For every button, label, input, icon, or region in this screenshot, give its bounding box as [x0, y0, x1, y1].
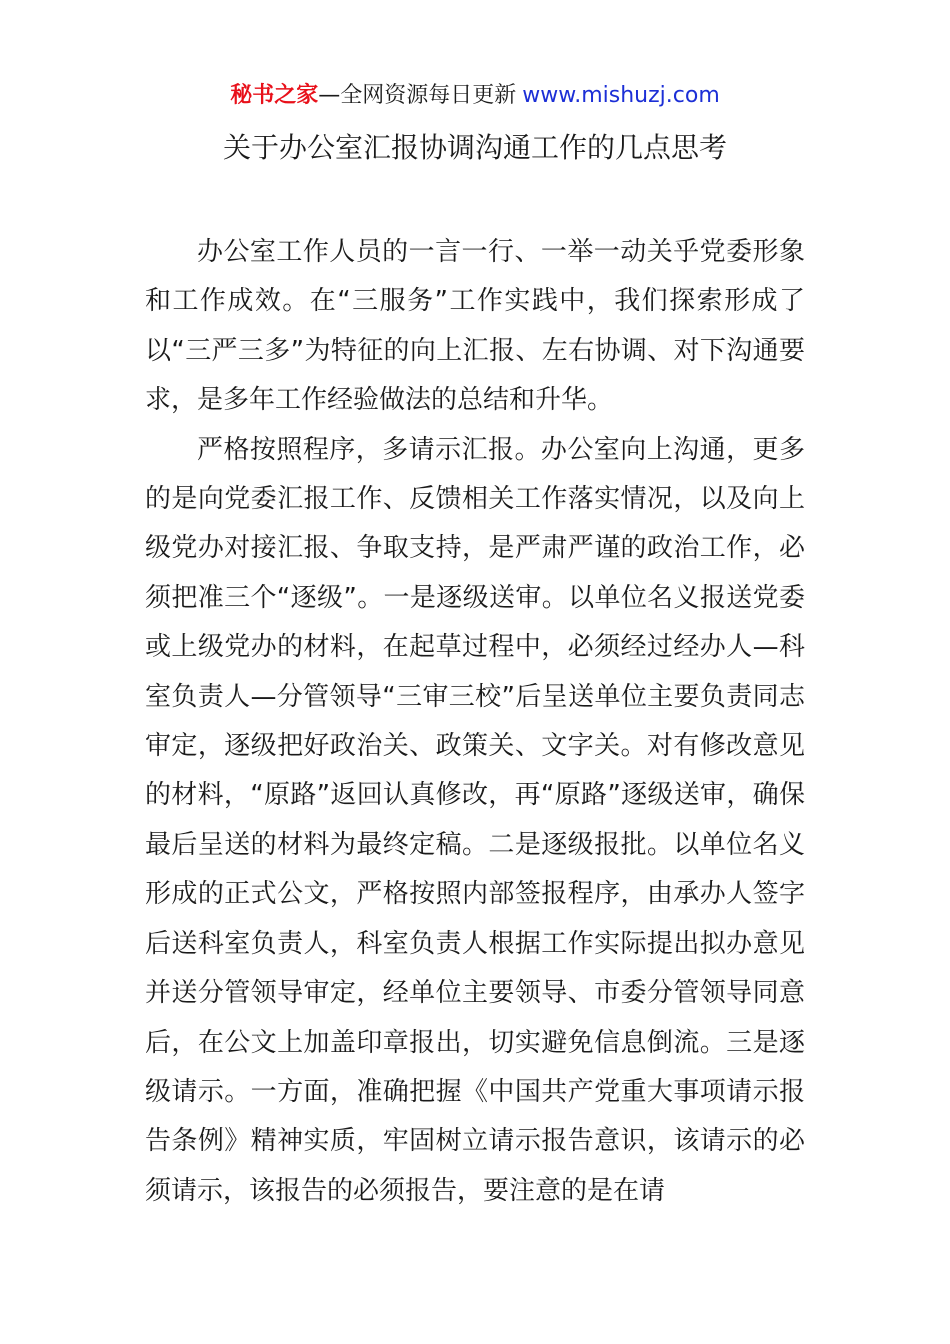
- document-body: [145, 228, 805, 1216]
- header-tagline: —全网资源每日更新: [318, 83, 517, 108]
- brand-name: 秘书之家: [230, 83, 319, 108]
- site-header: [0, 80, 950, 112]
- paragraph-intro: 办公室工作人员的一言一行、一举一动关乎党委形象和工作成效。在“三服务”工作实践中，我们探索形成了以“三严三多”为特征的向上汇报、左右协调、对下沟通要求，是多年工作经验做法的总结和升华。: [145, 237, 805, 416]
- paragraph-reporting: 严格按照程序，多请示汇报。办公室向上沟通，更多的是向党委汇报工作、反馈相关工作落实情况，以及向上级党办对接汇报、争取支持，是严肃严谨的政治工作，必须把准三个“逐级”。一是逐级送审。以单位名义报送党委或上级党办的材料，在起草过程中，必须经过经办人—科室负责人—分管领导“三审三校”后呈送单位主要负责同志审定，逐级把好政治关、政策关、文字关。对有修改意见的材料，“原路”返回认真修改，再“原路”逐级送审，确保最后呈送的材料为最终定稿。二是逐级报批。以单位名义形成的正式公文，严格按照内部签报程序，由承办人签字后送科室负责人，科室负责人根据工作实际提出拟办意见并送分管领导审定，经单位主要领导、市委分管领导同意后，在公文上加盖印章报出，切实避免信息倒流。三是逐级请示。一方面，准确把握《中国共产党重大事项请示报告条例》精神实质，牢固树立请示报告意识，该请示的必须请示，该报告的必须报告，要注意的是在请: [145, 434, 805, 1206]
- document-title: 关于办公室汇报协调沟通工作的几点思考: [222, 131, 727, 164]
- site-url-link[interactable]: www.mishuzj.com: [522, 83, 720, 108]
